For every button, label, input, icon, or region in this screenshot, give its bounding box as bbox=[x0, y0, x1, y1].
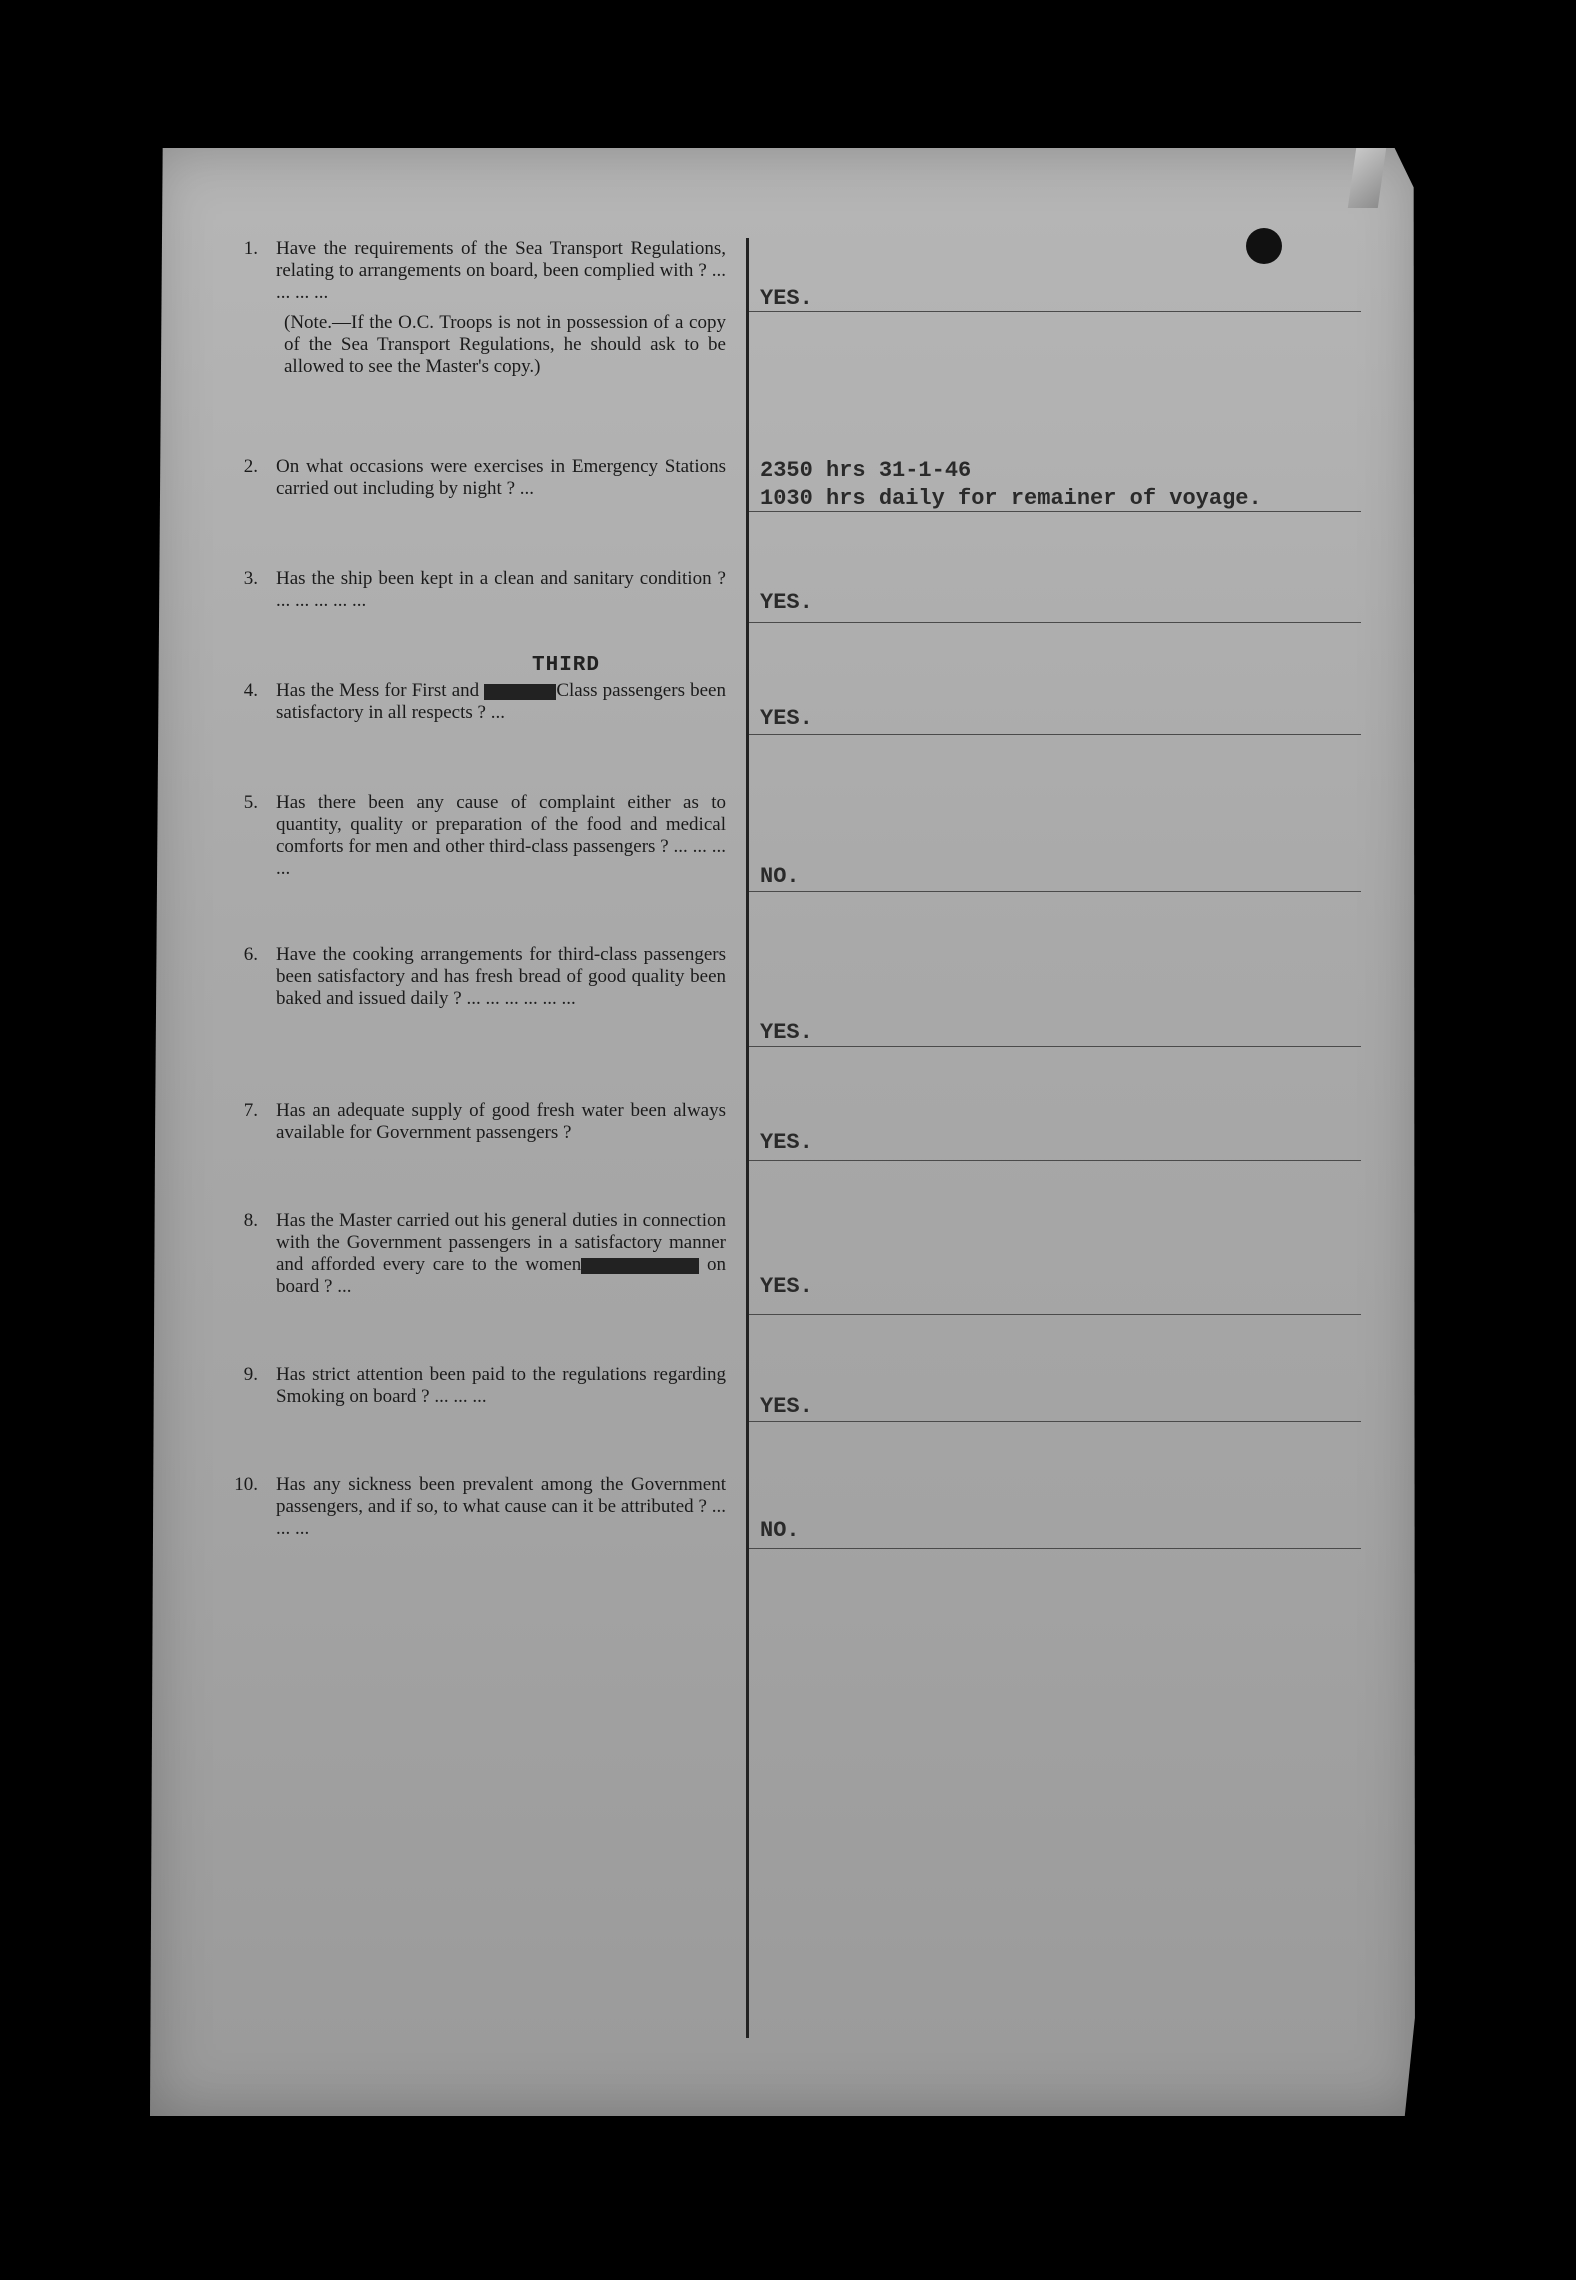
question-text-start: Has the Master carried out his general duties in connection with the Government passengers in a satisfactory manner and afforded every care to the women bbox=[276, 1210, 726, 1275]
question-number: 3. bbox=[243, 568, 258, 589]
question-text-end: Class passengers been satisfactory in all respects ? ... bbox=[276, 680, 726, 723]
typed-correction: THIRD bbox=[532, 654, 601, 677]
answer-line bbox=[749, 311, 1361, 312]
question-3 bbox=[240, 568, 726, 612]
question-text-start: Has the Mess for First and bbox=[276, 680, 480, 701]
answer-line bbox=[749, 1160, 1361, 1161]
question-text: On what occasions were exercises in Emergency Stations carried out including by night ? ... bbox=[276, 456, 726, 499]
answer-line bbox=[749, 734, 1361, 735]
question-4 bbox=[240, 680, 726, 724]
question-number: 5. bbox=[243, 792, 258, 813]
struck-out-word bbox=[484, 684, 556, 700]
question-8 bbox=[240, 1210, 726, 1298]
question-10 bbox=[234, 1474, 726, 1540]
question-number: 9. bbox=[243, 1364, 258, 1385]
answer-line bbox=[749, 1314, 1361, 1315]
question-number: 4. bbox=[243, 680, 258, 701]
punch-hole bbox=[1246, 228, 1282, 264]
question-text: Have the cooking arrangements for third-class passengers been satisfactory and has fresh bread of good quality been baked and issued daily ? ... ... ... ... ... ... bbox=[276, 944, 726, 1009]
answer-5: NO. bbox=[760, 864, 800, 889]
answer-line bbox=[749, 622, 1361, 623]
question-text: Has there been any cause of complaint either as to quantity, quality or preparation of the food and medical comforts for men and other third-class passengers ? ... ... ... ... bbox=[276, 792, 726, 879]
question-note: (Note.—If the O.C. Troops is not in possession of a copy of the Sea Transport Regulations, he should ask to be allowed to see the Master's copy.) bbox=[284, 312, 726, 377]
answer-line bbox=[749, 1046, 1361, 1047]
answer-4: YES. bbox=[760, 706, 813, 731]
question-6 bbox=[240, 944, 726, 1010]
answer-1: YES. bbox=[760, 286, 813, 311]
answer-10: NO. bbox=[760, 1518, 800, 1543]
question-text: Has any sickness been prevalent among the Government passengers, and if so, to what cause can it be attributed ? ... ... ... bbox=[276, 1474, 726, 1539]
question-text-end: on board ? ... bbox=[276, 1254, 726, 1297]
answer-line bbox=[749, 1548, 1361, 1549]
answer-2-line-1: 2350 hrs 31-1-46 bbox=[760, 458, 972, 483]
question-text: Has the ship been kept in a clean and sanitary condition ? ... ... ... ... ... bbox=[276, 568, 726, 611]
question-text bbox=[276, 1210, 726, 1298]
question-1 bbox=[240, 238, 726, 378]
answer-6: YES. bbox=[760, 1020, 813, 1045]
question-number: 7. bbox=[243, 1100, 258, 1121]
struck-out-word bbox=[581, 1258, 699, 1274]
question-number: 6. bbox=[243, 944, 258, 965]
question-text: Have the requirements of the Sea Transport Regulations, relating to arrangements on board, been complied with ? ... ... ... ... bbox=[276, 238, 726, 303]
answer-7: YES. bbox=[760, 1130, 813, 1155]
question-2 bbox=[240, 456, 726, 500]
question-number: 8. bbox=[243, 1210, 258, 1231]
answer-8: YES. bbox=[760, 1274, 813, 1299]
answer-line bbox=[749, 1421, 1361, 1422]
question-number: 10. bbox=[234, 1474, 258, 1495]
question-9 bbox=[240, 1364, 726, 1408]
question-number: 1. bbox=[243, 238, 258, 259]
question-5 bbox=[240, 792, 726, 880]
answer-9: YES. bbox=[760, 1394, 813, 1419]
column-divider bbox=[746, 238, 749, 2038]
question-number: 2. bbox=[243, 456, 258, 477]
question-text: Has strict attention been paid to the regulations regarding Smoking on board ? ... ... ... bbox=[276, 1364, 726, 1407]
question-text bbox=[276, 680, 726, 724]
question-text: Has an adequate supply of good fresh water been always available for Government passengers ? bbox=[276, 1100, 726, 1143]
answer-3: YES. bbox=[760, 590, 813, 615]
answer-line bbox=[749, 891, 1361, 892]
answer-2-line-2: 1030 hrs daily for remainer of voyage. bbox=[760, 486, 1262, 511]
question-7 bbox=[240, 1100, 726, 1144]
answer-line bbox=[749, 511, 1361, 512]
